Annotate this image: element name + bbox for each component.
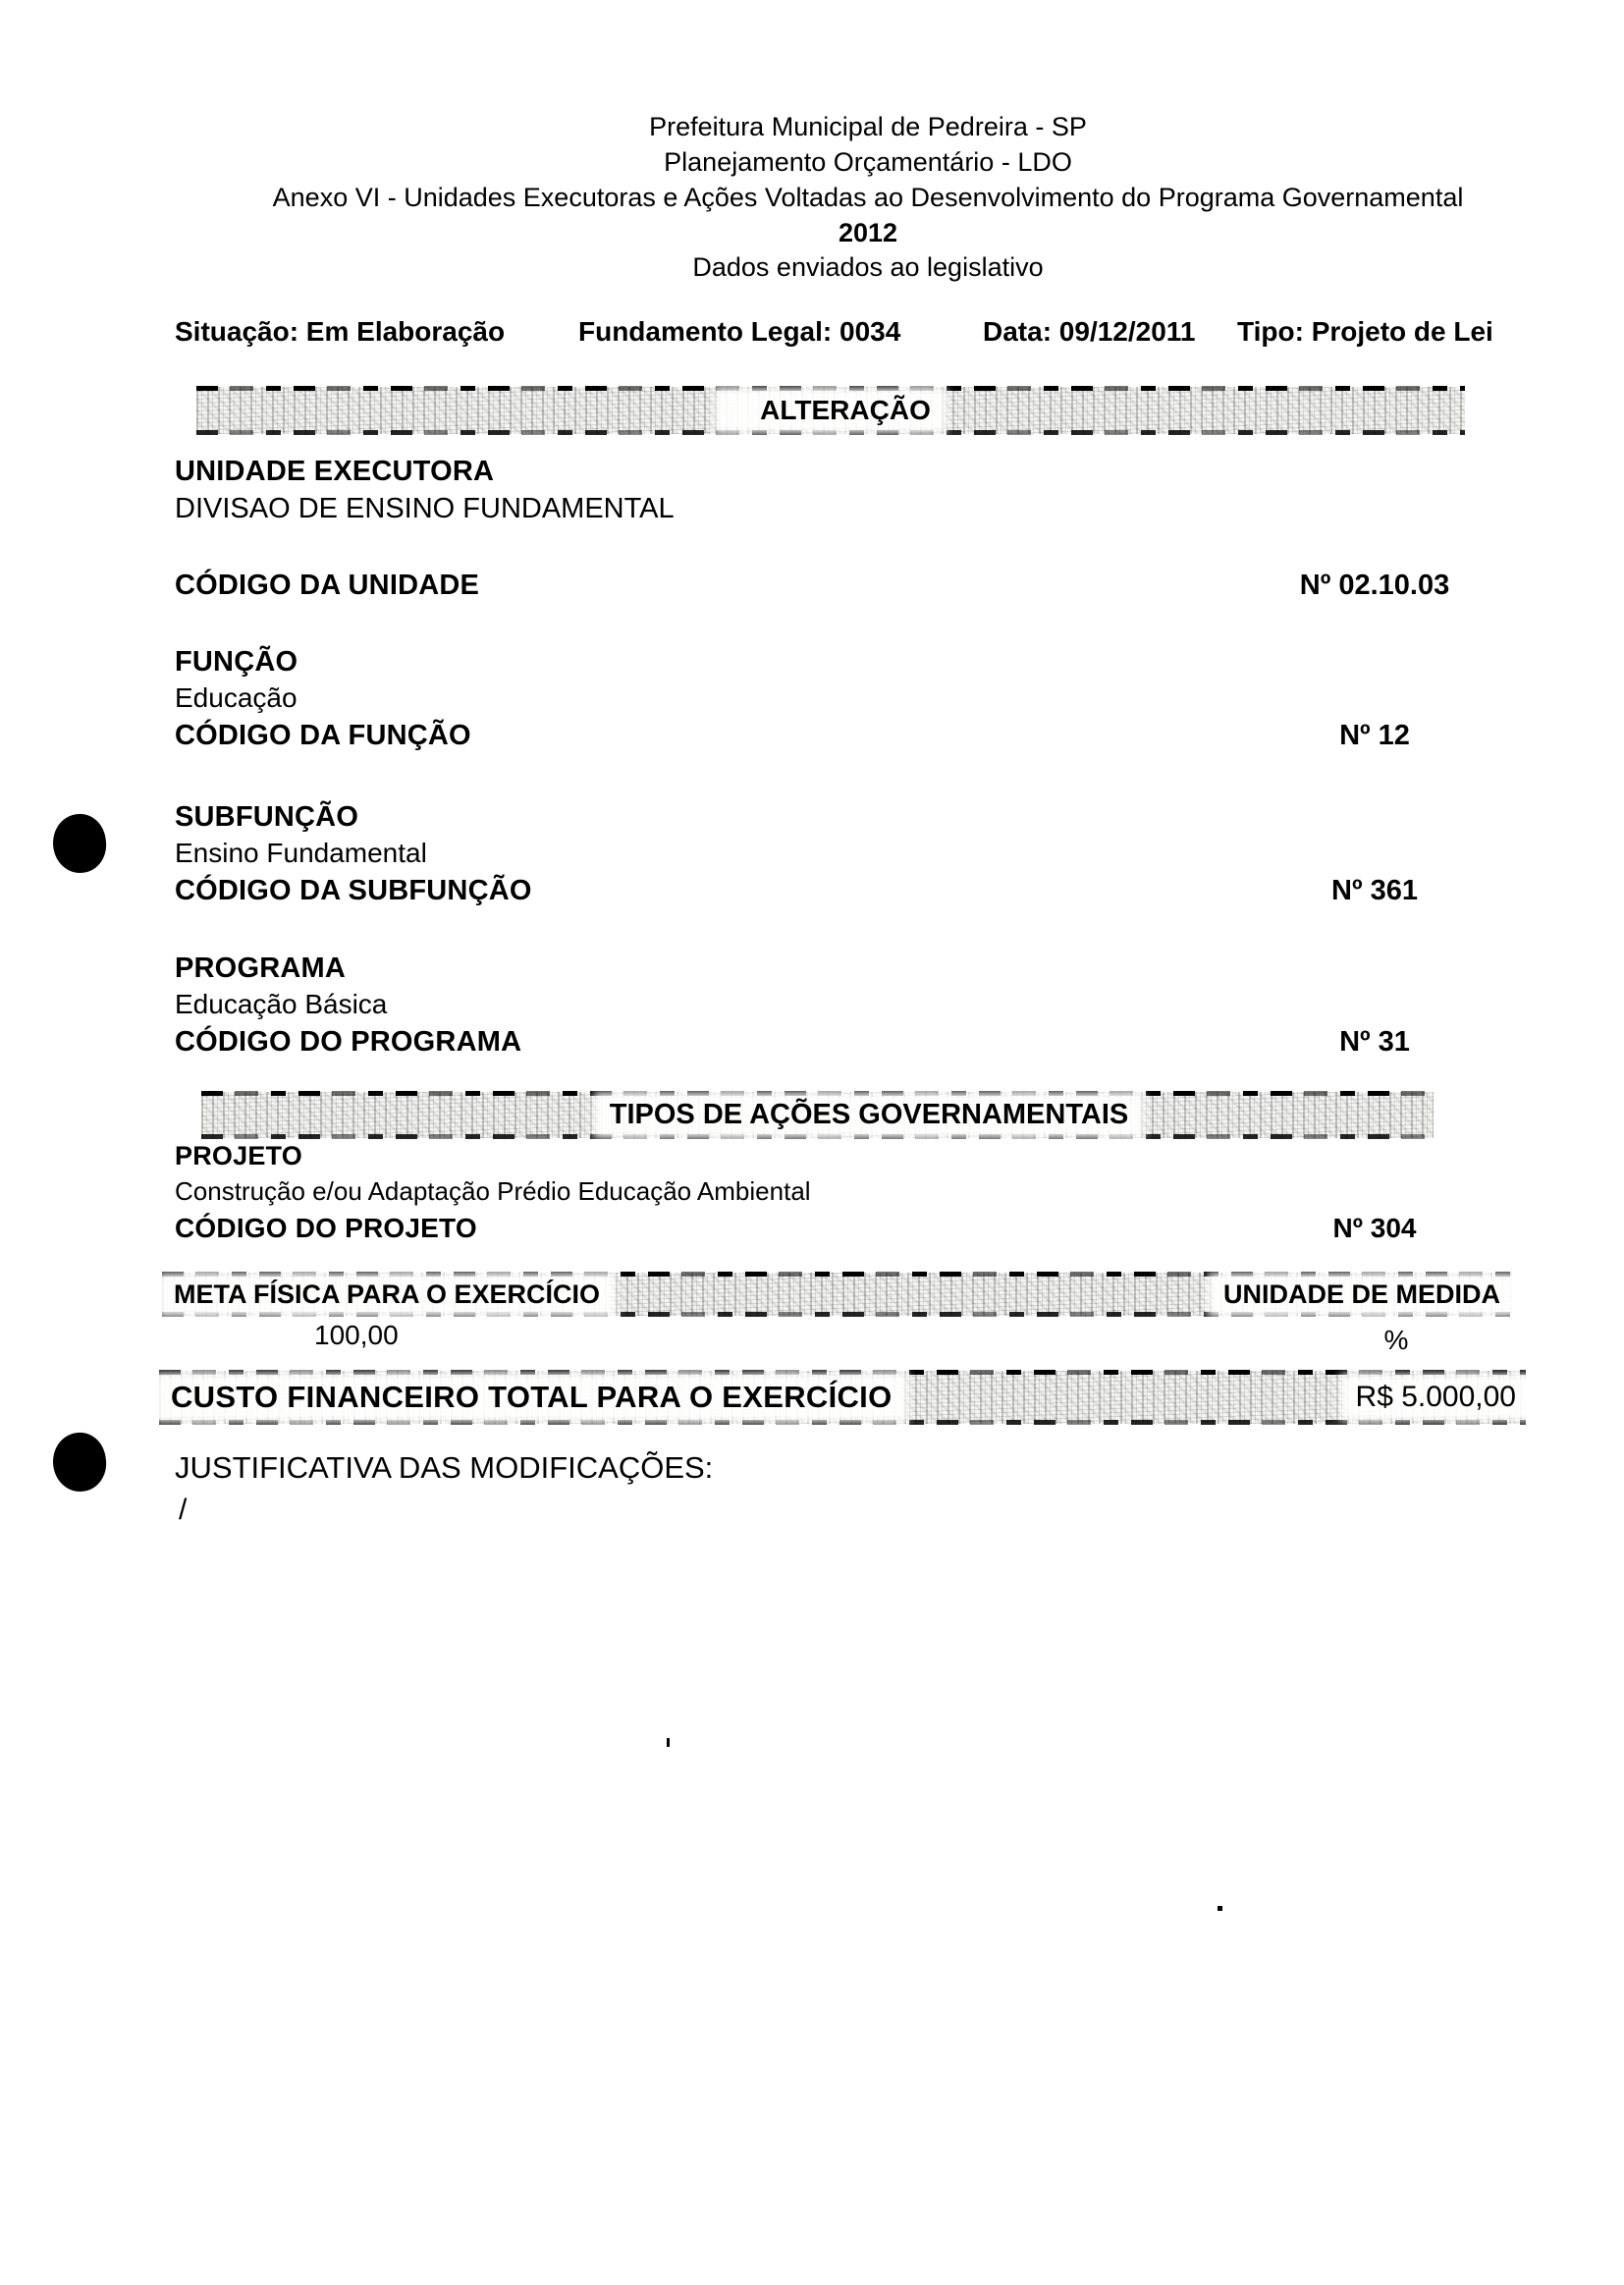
scan-speck-right: [1218, 1906, 1222, 1911]
hole-punch-mark-top: [49, 811, 110, 877]
codigo-programa-label: CÓDIGO DO PROGRAMA: [175, 1026, 522, 1058]
unidade-medida-label: UNIDADE DE MEDIDA: [1214, 1279, 1510, 1311]
codigo-subfuncao-value: Nº 361: [1331, 875, 1418, 906]
status-fundamento-legal: Fundamento Legal: 0034: [578, 316, 901, 347]
programa-value: Educação Básica: [175, 989, 388, 1019]
programa-title: PROGRAMA: [175, 952, 346, 984]
status-situacao: Situação: Em Elaboração: [175, 316, 506, 347]
header-year: 2012: [838, 218, 898, 247]
header-org: Prefeitura Municipal de Pedreira - SP: [649, 112, 1087, 141]
codigo-unidade-label: CÓDIGO DA UNIDADE: [175, 570, 480, 601]
justificativa-value: /: [179, 1494, 188, 1526]
header-annex: Anexo VI - Unidades Executoras e Ações Voltadas ao Desenvolvimento do Programa Governamental: [272, 183, 1464, 212]
subfuncao-value: Ensino Fundamental: [175, 838, 427, 868]
alteracao-band-label: ALTERAÇÃO: [721, 394, 941, 427]
codigo-projeto-value: Nº 304: [1332, 1213, 1417, 1243]
funcao-value: Educação: [175, 682, 298, 713]
projeto-title: PROJETO: [175, 1141, 302, 1170]
custo-financeiro-band: [159, 1371, 1526, 1424]
meta-fisica-band: [162, 1273, 1512, 1316]
meta-fisica-value: 100,00: [314, 1320, 399, 1350]
unidade-executora-title: UNIDADE EXECUTORA: [175, 456, 495, 487]
funcao-title: FUNÇÃO: [175, 646, 298, 678]
unidade-medida-value: %: [1383, 1325, 1409, 1355]
meta-fisica-label: META FÍSICA PARA O EXERCÍCIO: [164, 1279, 610, 1311]
hole-punch-mark-bottom: [49, 1430, 110, 1496]
projeto-value: Construção e/ou Adaptação Prédio Educação Ambiental: [175, 1176, 811, 1206]
subfuncao-title: SUBFUNÇÃO: [175, 801, 359, 833]
header-system: Planejamento Orçamentário - LDO: [664, 147, 1072, 177]
codigo-unidade-value: Nº 02.10.03: [1299, 570, 1450, 601]
status-tipo: Tipo: Projeto de Lei: [1237, 316, 1493, 347]
status-data: Data: 09/12/2011: [983, 316, 1196, 347]
codigo-projeto-label: CÓDIGO DO PROJETO: [175, 1213, 477, 1243]
codigo-funcao-value: Nº 12: [1339, 720, 1410, 751]
codigo-programa-value: Nº 31: [1339, 1026, 1410, 1058]
alteracao-band: [196, 387, 1465, 434]
custo-financeiro-label: CUSTO FINANCEIRO TOTAL PARA O EXERCÍCIO: [161, 1379, 902, 1416]
acoes-governamentais-band-label: TIPOS DE AÇÕES GOVERNAMENTAIS: [600, 1098, 1139, 1132]
codigo-subfuncao-label: CÓDIGO DA SUBFUNÇÃO: [175, 875, 532, 906]
unidade-executora-value: DIVISAO DE ENSINO FUNDAMENTAL: [175, 493, 675, 524]
scan-speck-center: [667, 1738, 670, 1747]
header-note: Dados enviados ao legislativo: [692, 252, 1044, 282]
justificativa-label: JUSTIFICATIVA DAS MODIFICAÇÕES:: [175, 1450, 714, 1485]
custo-financeiro-value: R$ 5.000,00: [1346, 1380, 1526, 1415]
acoes-governamentais-band: [201, 1092, 1434, 1138]
codigo-funcao-label: CÓDIGO DA FUNÇÃO: [175, 720, 471, 751]
